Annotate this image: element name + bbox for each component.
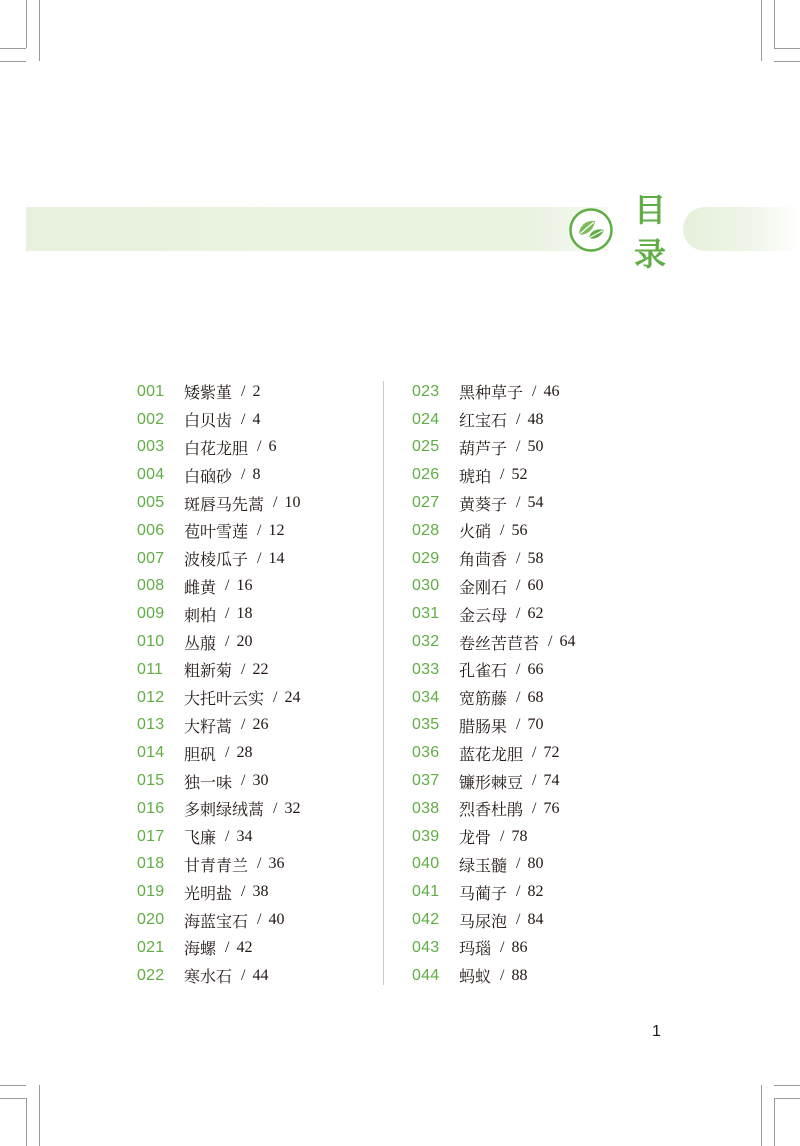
entry-separator: / bbox=[516, 605, 521, 623]
toc-entry[interactable] bbox=[137, 656, 387, 684]
entry-title: 白硇砂 bbox=[184, 466, 233, 486]
entry-page: 76 bbox=[543, 799, 560, 817]
crop-mark bbox=[0, 48, 26, 49]
toc-entry[interactable] bbox=[137, 489, 387, 517]
entry-separator: / bbox=[241, 660, 246, 678]
header-band bbox=[26, 207, 608, 251]
entry-title: 斑唇马先蒿 bbox=[184, 494, 265, 514]
toc-entry[interactable] bbox=[137, 962, 387, 990]
entry-page: 84 bbox=[527, 911, 544, 929]
entry-title: 绿玉髓 bbox=[459, 855, 508, 875]
entry-separator: / bbox=[500, 827, 505, 845]
entry-number: 018 bbox=[137, 855, 165, 873]
entry-title: 粗新菊 bbox=[184, 661, 233, 681]
entry-title: 多刺绿绒蒿 bbox=[184, 800, 265, 820]
toc-entry[interactable] bbox=[137, 823, 387, 851]
entry-title: 独一味 bbox=[184, 772, 233, 792]
entry-title: 火硝 bbox=[459, 522, 492, 542]
entry-number: 036 bbox=[412, 744, 440, 762]
entry-number: 026 bbox=[412, 466, 440, 484]
entry-separator: / bbox=[516, 883, 521, 901]
toc-entry[interactable] bbox=[412, 378, 662, 406]
entry-number: 024 bbox=[412, 410, 440, 428]
entry-separator: / bbox=[516, 855, 521, 873]
entry-title: 马蔺子 bbox=[459, 883, 508, 903]
toc-entry[interactable] bbox=[137, 600, 387, 628]
entry-separator: / bbox=[225, 827, 230, 845]
entry-number: 039 bbox=[412, 827, 440, 845]
toc-entry[interactable] bbox=[412, 962, 662, 990]
entry-separator: / bbox=[273, 494, 278, 512]
toc-entry[interactable] bbox=[412, 517, 662, 545]
entry-separator: / bbox=[257, 438, 262, 456]
entry-number: 033 bbox=[412, 660, 440, 678]
crop-mark bbox=[26, 1098, 27, 1146]
entry-title: 葫芦子 bbox=[459, 438, 508, 458]
crop-mark bbox=[39, 0, 40, 61]
crop-mark bbox=[774, 61, 800, 62]
entry-title: 宽筋藤 bbox=[459, 689, 508, 709]
entry-title: 角茴香 bbox=[459, 550, 508, 570]
entry-number: 040 bbox=[412, 855, 440, 873]
entry-number: 011 bbox=[137, 660, 164, 678]
crop-mark bbox=[774, 1085, 800, 1086]
crop-mark bbox=[774, 0, 775, 48]
entry-number: 002 bbox=[137, 410, 165, 428]
entry-number: 044 bbox=[412, 966, 440, 984]
entry-page: 10 bbox=[284, 494, 301, 512]
entry-title: 胆矾 bbox=[184, 744, 217, 764]
crop-mark bbox=[774, 1098, 800, 1099]
toc-entry[interactable] bbox=[412, 489, 662, 517]
toc-entry[interactable] bbox=[137, 517, 387, 545]
entry-number: 028 bbox=[412, 521, 440, 539]
entry-page: 14 bbox=[268, 549, 285, 567]
crop-mark bbox=[39, 1085, 40, 1146]
entry-number: 023 bbox=[412, 382, 440, 400]
entry-title: 龙骨 bbox=[459, 828, 492, 848]
entry-title: 海螺 bbox=[184, 939, 217, 959]
entry-separator: / bbox=[257, 549, 262, 567]
entry-number: 034 bbox=[412, 688, 440, 706]
entry-page: 24 bbox=[284, 688, 301, 706]
entry-number: 042 bbox=[412, 911, 440, 929]
entry-separator: / bbox=[532, 382, 537, 400]
entry-title: 琥珀 bbox=[459, 466, 492, 486]
entry-page: 8 bbox=[252, 466, 261, 484]
entry-title: 孔雀石 bbox=[459, 661, 508, 681]
entry-separator: / bbox=[500, 938, 505, 956]
toc-entry[interactable] bbox=[412, 434, 662, 462]
entry-page: 60 bbox=[527, 577, 544, 595]
toc-entry[interactable] bbox=[137, 461, 387, 489]
entry-page: 18 bbox=[236, 605, 253, 623]
entry-page: 70 bbox=[527, 716, 544, 734]
entry-title: 马尿泡 bbox=[459, 911, 508, 931]
entry-number: 014 bbox=[137, 744, 165, 762]
entry-number: 007 bbox=[137, 549, 165, 567]
entry-number: 038 bbox=[412, 799, 440, 817]
entry-separator: / bbox=[241, 382, 246, 400]
entry-title: 玛瑙 bbox=[459, 939, 492, 959]
entry-separator: / bbox=[516, 438, 521, 456]
entry-number: 020 bbox=[137, 911, 165, 929]
entry-page: 42 bbox=[236, 938, 253, 956]
toc-entry[interactable] bbox=[137, 795, 387, 823]
entry-title: 卷丝苦苣苔 bbox=[459, 633, 540, 653]
entry-page: 52 bbox=[511, 466, 528, 484]
title-char-1: 目 bbox=[633, 191, 666, 229]
toc-entry[interactable] bbox=[137, 739, 387, 767]
toc-entry[interactable] bbox=[137, 406, 387, 434]
entry-title: 腊肠果 bbox=[459, 716, 508, 736]
toc-entry[interactable] bbox=[412, 767, 662, 795]
entry-separator: / bbox=[225, 938, 230, 956]
entry-title: 光明盐 bbox=[184, 883, 233, 903]
toc-entry[interactable] bbox=[412, 934, 662, 962]
entry-number: 003 bbox=[137, 438, 165, 456]
entry-separator: / bbox=[532, 799, 537, 817]
toc-column-right bbox=[412, 378, 662, 990]
entry-title: 刺柏 bbox=[184, 605, 217, 625]
entry-number: 027 bbox=[412, 494, 440, 512]
header-band-end bbox=[683, 207, 800, 251]
entry-page: 26 bbox=[252, 716, 269, 734]
entry-number: 041 bbox=[412, 883, 440, 901]
entry-separator: / bbox=[241, 716, 246, 734]
entry-number: 006 bbox=[137, 521, 165, 539]
entry-page: 40 bbox=[268, 911, 285, 929]
entry-title: 大托叶云实 bbox=[184, 689, 265, 709]
entry-page: 36 bbox=[268, 855, 285, 873]
leaf-icon bbox=[568, 207, 614, 253]
entry-title: 海蓝宝石 bbox=[184, 911, 249, 931]
entry-page: 62 bbox=[527, 605, 544, 623]
crop-mark bbox=[0, 1085, 26, 1086]
entry-number: 016 bbox=[137, 799, 165, 817]
entry-separator: / bbox=[500, 966, 505, 984]
entry-page: 44 bbox=[252, 966, 269, 984]
toc-entry[interactable] bbox=[137, 934, 387, 962]
crop-mark bbox=[761, 1085, 762, 1146]
entry-page: 48 bbox=[527, 410, 544, 428]
entry-title: 蚂蚁 bbox=[459, 967, 492, 987]
entry-number: 008 bbox=[137, 577, 165, 595]
entry-page: 20 bbox=[236, 633, 253, 651]
crop-mark bbox=[0, 1098, 26, 1099]
entry-page: 16 bbox=[236, 577, 253, 595]
entry-page: 78 bbox=[511, 827, 528, 845]
entry-page: 54 bbox=[527, 494, 544, 512]
entry-page: 28 bbox=[236, 744, 253, 762]
entry-number: 035 bbox=[412, 716, 440, 734]
toc-entry[interactable] bbox=[137, 712, 387, 740]
entry-separator: / bbox=[532, 772, 537, 790]
toc-entry[interactable] bbox=[412, 656, 662, 684]
entry-page: 50 bbox=[527, 438, 544, 456]
toc-entry[interactable] bbox=[412, 823, 662, 851]
entry-separator: / bbox=[516, 494, 521, 512]
entry-title: 红宝石 bbox=[459, 411, 508, 431]
entry-number: 032 bbox=[412, 633, 440, 651]
entry-page: 68 bbox=[527, 688, 544, 706]
entry-number: 030 bbox=[412, 577, 440, 595]
toc-entry[interactable] bbox=[412, 851, 662, 879]
entry-separator: / bbox=[273, 799, 278, 817]
entry-page: 46 bbox=[543, 382, 560, 400]
entry-title: 矮紫堇 bbox=[184, 383, 233, 403]
entry-separator: / bbox=[225, 605, 230, 623]
toc-entry[interactable] bbox=[137, 767, 387, 795]
entry-separator: / bbox=[532, 744, 537, 762]
entry-separator: / bbox=[548, 633, 553, 651]
entry-separator: / bbox=[516, 549, 521, 567]
entry-page: 66 bbox=[527, 660, 544, 678]
entry-separator: / bbox=[241, 410, 246, 428]
crop-mark bbox=[0, 61, 26, 62]
entry-separator: / bbox=[273, 688, 278, 706]
entry-page: 80 bbox=[527, 855, 544, 873]
entry-title: 金刚石 bbox=[459, 577, 508, 597]
toc-entry[interactable] bbox=[137, 378, 387, 406]
entry-number: 017 bbox=[137, 827, 165, 845]
toc-entry[interactable] bbox=[412, 795, 662, 823]
toc-entry[interactable] bbox=[137, 628, 387, 656]
toc-entry[interactable] bbox=[412, 600, 662, 628]
toc-entry[interactable] bbox=[137, 684, 387, 712]
entry-page: 58 bbox=[527, 549, 544, 567]
entry-separator: / bbox=[257, 521, 262, 539]
entry-title: 白贝齿 bbox=[184, 411, 233, 431]
entry-page: 32 bbox=[284, 799, 301, 817]
entry-separator: / bbox=[516, 716, 521, 734]
entry-separator: / bbox=[241, 883, 246, 901]
entry-title: 黄葵子 bbox=[459, 494, 508, 514]
entry-separator: / bbox=[500, 466, 505, 484]
entry-page: 6 bbox=[268, 438, 277, 456]
toc-entry[interactable] bbox=[412, 406, 662, 434]
entry-title: 甘青青兰 bbox=[184, 855, 249, 875]
entry-title: 烈香杜鹃 bbox=[459, 800, 524, 820]
entry-separator: / bbox=[225, 633, 230, 651]
entry-title: 寒水石 bbox=[184, 967, 233, 987]
entry-number: 004 bbox=[137, 466, 165, 484]
entry-page: 64 bbox=[559, 633, 576, 651]
entry-page: 2 bbox=[252, 382, 261, 400]
column-divider bbox=[383, 381, 384, 985]
toc-entry[interactable] bbox=[412, 684, 662, 712]
entry-separator: / bbox=[516, 660, 521, 678]
entry-title: 蓝花龙胆 bbox=[459, 744, 524, 764]
page-title bbox=[630, 188, 670, 276]
toc-entry[interactable] bbox=[137, 878, 387, 906]
entry-page: 82 bbox=[527, 883, 544, 901]
entry-separator: / bbox=[500, 521, 505, 539]
entry-number: 031 bbox=[412, 605, 440, 623]
crop-mark bbox=[774, 1098, 775, 1146]
entry-page: 56 bbox=[511, 521, 528, 539]
entry-number: 022 bbox=[137, 966, 165, 984]
entry-title: 飞廉 bbox=[184, 828, 217, 848]
entry-number: 010 bbox=[137, 633, 165, 651]
toc-entry[interactable] bbox=[412, 878, 662, 906]
entry-title: 苞叶雪莲 bbox=[184, 522, 249, 542]
entry-title: 丛菔 bbox=[184, 633, 217, 653]
entry-number: 019 bbox=[137, 883, 165, 901]
entry-title: 黑种草子 bbox=[459, 383, 524, 403]
entry-number: 029 bbox=[412, 549, 440, 567]
entry-page: 34 bbox=[236, 827, 253, 845]
toc-entry[interactable] bbox=[412, 461, 662, 489]
entry-page: 74 bbox=[543, 772, 560, 790]
toc-entry[interactable] bbox=[137, 906, 387, 934]
entry-number: 025 bbox=[412, 438, 440, 456]
toc-entry[interactable] bbox=[137, 545, 387, 573]
toc-column-left bbox=[137, 378, 387, 990]
entry-number: 043 bbox=[412, 938, 440, 956]
entry-number: 009 bbox=[137, 605, 165, 623]
toc-entry[interactable] bbox=[412, 906, 662, 934]
entry-number: 037 bbox=[412, 772, 440, 790]
entry-number: 015 bbox=[137, 772, 165, 790]
entry-number: 012 bbox=[137, 688, 165, 706]
toc-entry[interactable] bbox=[412, 739, 662, 767]
toc-entry[interactable] bbox=[412, 573, 662, 601]
entry-separator: / bbox=[257, 855, 262, 873]
entry-page: 86 bbox=[511, 938, 528, 956]
entry-page: 72 bbox=[543, 744, 560, 762]
entry-number: 001 bbox=[137, 382, 165, 400]
entry-separator: / bbox=[241, 772, 246, 790]
entry-separator: / bbox=[516, 577, 521, 595]
toc-entry[interactable] bbox=[137, 434, 387, 462]
page-number: 1 bbox=[652, 1023, 661, 1040]
entry-title: 镰形棘豆 bbox=[459, 772, 524, 792]
entry-title: 雌黄 bbox=[184, 577, 217, 597]
entry-separator: / bbox=[257, 911, 262, 929]
entry-separator: / bbox=[225, 577, 230, 595]
entry-number: 005 bbox=[137, 494, 165, 512]
entry-title: 波棱瓜子 bbox=[184, 550, 249, 570]
toc-entry[interactable] bbox=[137, 573, 387, 601]
entry-title: 金云母 bbox=[459, 605, 508, 625]
entry-title: 大籽蒿 bbox=[184, 716, 233, 736]
entry-separator: / bbox=[225, 744, 230, 762]
entry-separator: / bbox=[516, 911, 521, 929]
entry-page: 22 bbox=[252, 660, 269, 678]
entry-number: 021 bbox=[137, 938, 165, 956]
entry-page: 30 bbox=[252, 772, 269, 790]
entry-separator: / bbox=[241, 966, 246, 984]
entry-separator: / bbox=[241, 466, 246, 484]
toc-entry[interactable] bbox=[412, 545, 662, 573]
toc-entry[interactable] bbox=[412, 628, 662, 656]
crop-mark bbox=[774, 48, 800, 49]
title-char-2: 录 bbox=[633, 235, 666, 273]
toc-entry[interactable] bbox=[412, 712, 662, 740]
crop-mark bbox=[761, 0, 762, 61]
entry-number: 013 bbox=[137, 716, 165, 734]
entry-page: 88 bbox=[511, 966, 528, 984]
entry-title: 白花龙胆 bbox=[184, 438, 249, 458]
toc-entry[interactable] bbox=[137, 851, 387, 879]
entry-separator: / bbox=[516, 410, 521, 428]
entry-page: 38 bbox=[252, 883, 269, 901]
entry-page: 4 bbox=[252, 410, 261, 428]
entry-separator: / bbox=[516, 688, 521, 706]
crop-mark bbox=[26, 0, 27, 48]
entry-page: 12 bbox=[268, 521, 285, 539]
